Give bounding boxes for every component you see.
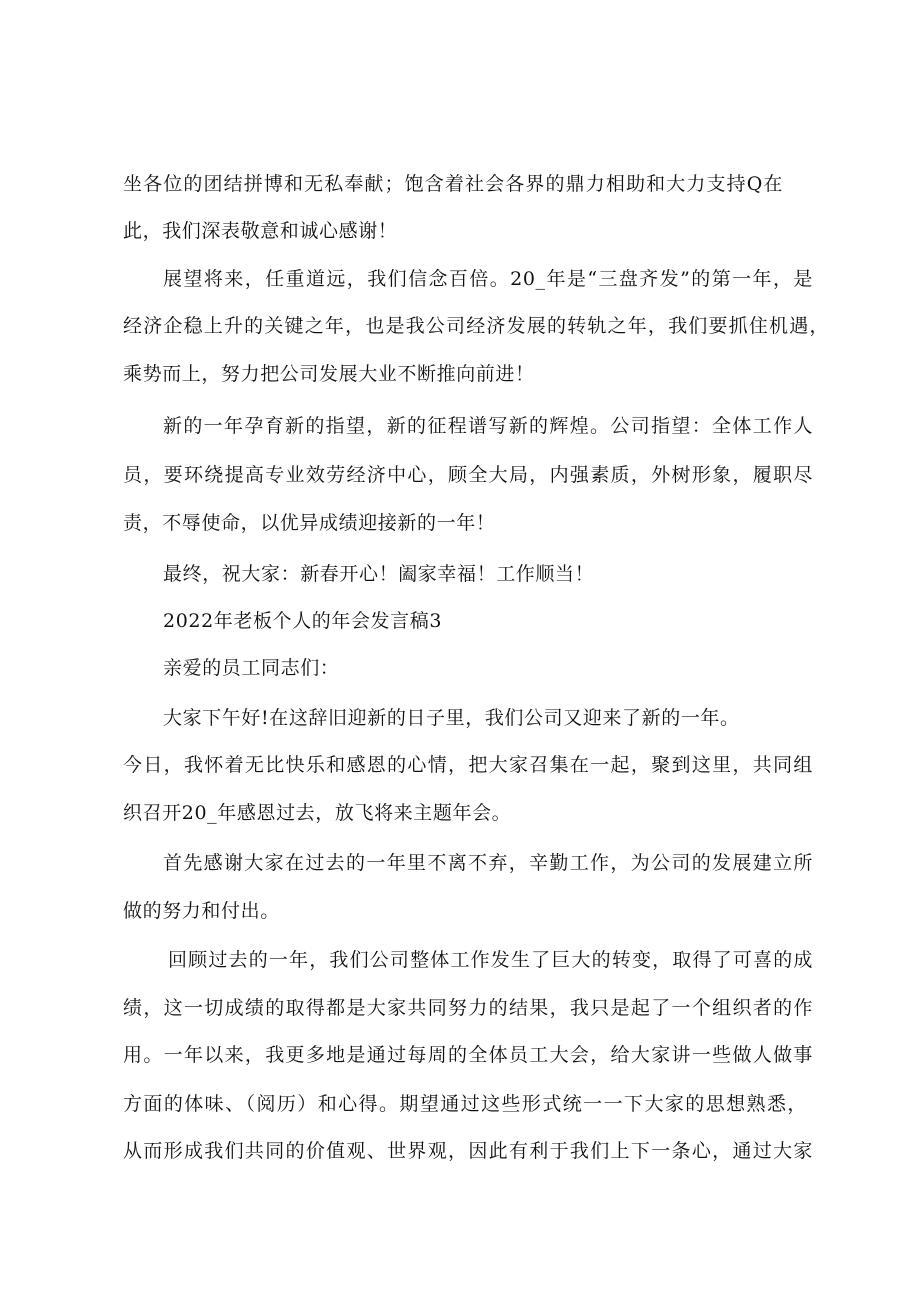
- text-line: 织召开20_年感恩过去，放飞将来主题年会。: [123, 802, 512, 824]
- paragraph-start-line: 展望将来，任重道远，我们信念百倍。20_年是“三盘齐发”的第一年，是: [163, 268, 813, 290]
- text-line: 经济企稳上升的关键之年，也是我公司经济发展的转轨之年，我们要抓住机遇，: [123, 315, 829, 337]
- text-line: 方面的体味、（阅历）和心得。期望通过这些形式统一一下大家的思想熟悉，: [123, 1093, 807, 1115]
- paragraph-start-line: 回顾过去的一年，我们公司整体工作发生了巨大的转变，取得了可喜的成: [168, 949, 813, 971]
- paragraph-start-line: 首先感谢大家在过去的一年里不离不弃，辛勤工作，为公司的发展建立所: [163, 852, 813, 874]
- paragraph-start-line: 大家下午好!在这辞旧迎新的日子里，我们公司又迎来了新的一年。: [163, 707, 740, 729]
- text-line: 坐各位的团结拼博和无私奉献；饱含着社会各界的鼎力相助和大力支持Q在: [123, 173, 783, 195]
- paragraph-start-line: 最终，祝大家：新春开心！阖家幸福！工作顺当！: [163, 563, 595, 585]
- text-line: 乘势而上，努力把公司发展大业不断推向前进！: [123, 363, 535, 385]
- salutation: 亲爱的员工同志们：: [163, 657, 340, 679]
- text-line: 此，我们深表敬意和诚心感谢！: [123, 220, 398, 242]
- text-line: 今日，我怀着无比快乐和感恩的心情，把大家召集在一起，聚到这里，共同组: [123, 754, 813, 776]
- text-line: 责，不辱使命，以优异成绩迎接新的一年！: [123, 512, 496, 534]
- text-line: 员，要环绕提高专业效劳经济中心，顾全大局，内强素质，外树形象，履职尽: [123, 464, 813, 486]
- text-line: 做的努力和付出。: [123, 900, 280, 922]
- section-heading: 2022年老板个人的年会发言稿3: [163, 610, 443, 632]
- text-line: 绩，这一切成绩的取得都是大家共同努力的结果，我只是起了一个组织者的作: [123, 997, 813, 1019]
- text-line: 用。一年以来，我更多地是通过每周的全体员工大会，给大家讲一些做人做事: [123, 1044, 813, 1066]
- text-line: 从而形成我们共同的价值观、世界观，因此有利于我们上下一条心，通过大家: [123, 1140, 813, 1162]
- paragraph-start-line: 新的一年孕育新的指望，新的征程谱写新的辉煌。公司指望：全体工作人: [163, 415, 813, 437]
